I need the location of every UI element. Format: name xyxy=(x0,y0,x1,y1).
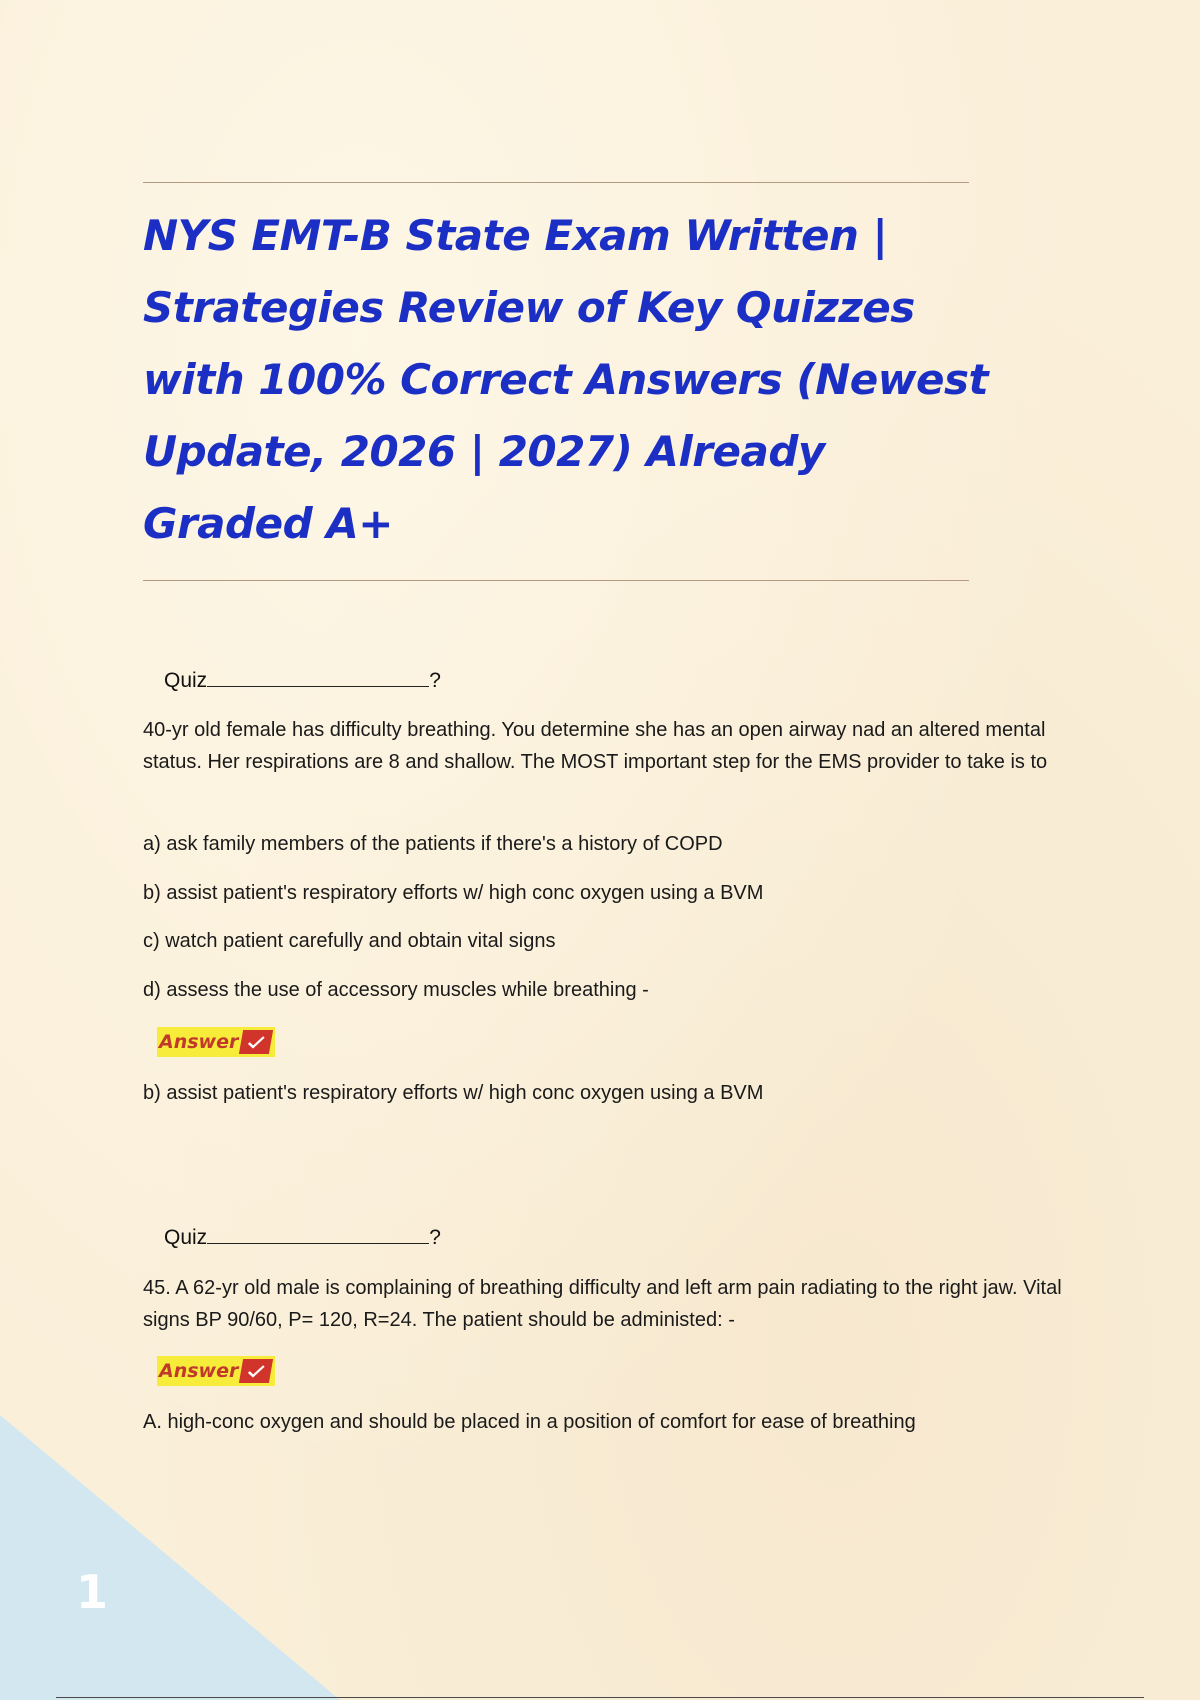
checkmark-icon xyxy=(239,1359,273,1383)
answer-badge-2 xyxy=(157,1356,275,1386)
quiz-suffix: ? xyxy=(429,1226,441,1249)
page-number: 1 xyxy=(76,1565,109,1619)
checkmark-icon xyxy=(239,1030,273,1054)
question-2-answer: A. high-conc oxygen and should be placed in a position of comfort for ease of breathing xyxy=(143,1411,916,1433)
question-1-option-d: d) assess the use of accessory muscles while breathing - xyxy=(143,979,649,1001)
quiz-label-2 xyxy=(164,1225,441,1250)
question-1-answer: b) assist patient's respiratory efforts w/ high conc oxygen using a BVM xyxy=(143,1082,764,1104)
question-1-text: 40-yr old female has difficulty breathing. You determine she has an open airway nad an altered mental status. Her respirations are 8 and shallow. The MOST important step for the EMS provider to take is to xyxy=(143,719,1048,773)
footer-rule xyxy=(56,1697,1144,1698)
quiz-label-1 xyxy=(164,668,441,693)
question-1-option-c: c) watch patient carefully and obtain vital signs xyxy=(143,930,556,952)
answer-label: Answer xyxy=(159,1031,239,1053)
document-title: NYS EMT-B State Exam Written | Strategies Review of Key Quizzes with 100% Correct Answers (Newest Update, 2026 | 2027) Already Graded A+ xyxy=(143,211,989,548)
title-top-rule xyxy=(143,182,969,183)
answer-badge-1 xyxy=(157,1027,275,1057)
question-1-option-a: a) ask family members of the patients if there's a history of COPD xyxy=(143,833,723,855)
quiz-word: Quiz xyxy=(164,1226,208,1249)
question-2-text: 45. A 62-yr old male is complaining of breathing difficulty and left arm pain radiating to the right jaw. Vital signs BP 90/60, P= 120, R=24. The patient should be administed: - xyxy=(143,1277,1062,1331)
quiz-blank xyxy=(207,668,429,687)
title-bottom-rule xyxy=(143,580,969,581)
question-1-option-b: b) assist patient's respiratory efforts w/ high conc oxygen using a BVM xyxy=(143,882,764,904)
quiz-word: Quiz xyxy=(164,669,208,692)
quiz-suffix: ? xyxy=(429,669,441,692)
quiz-blank xyxy=(207,1225,429,1244)
answer-label: Answer xyxy=(159,1360,239,1382)
